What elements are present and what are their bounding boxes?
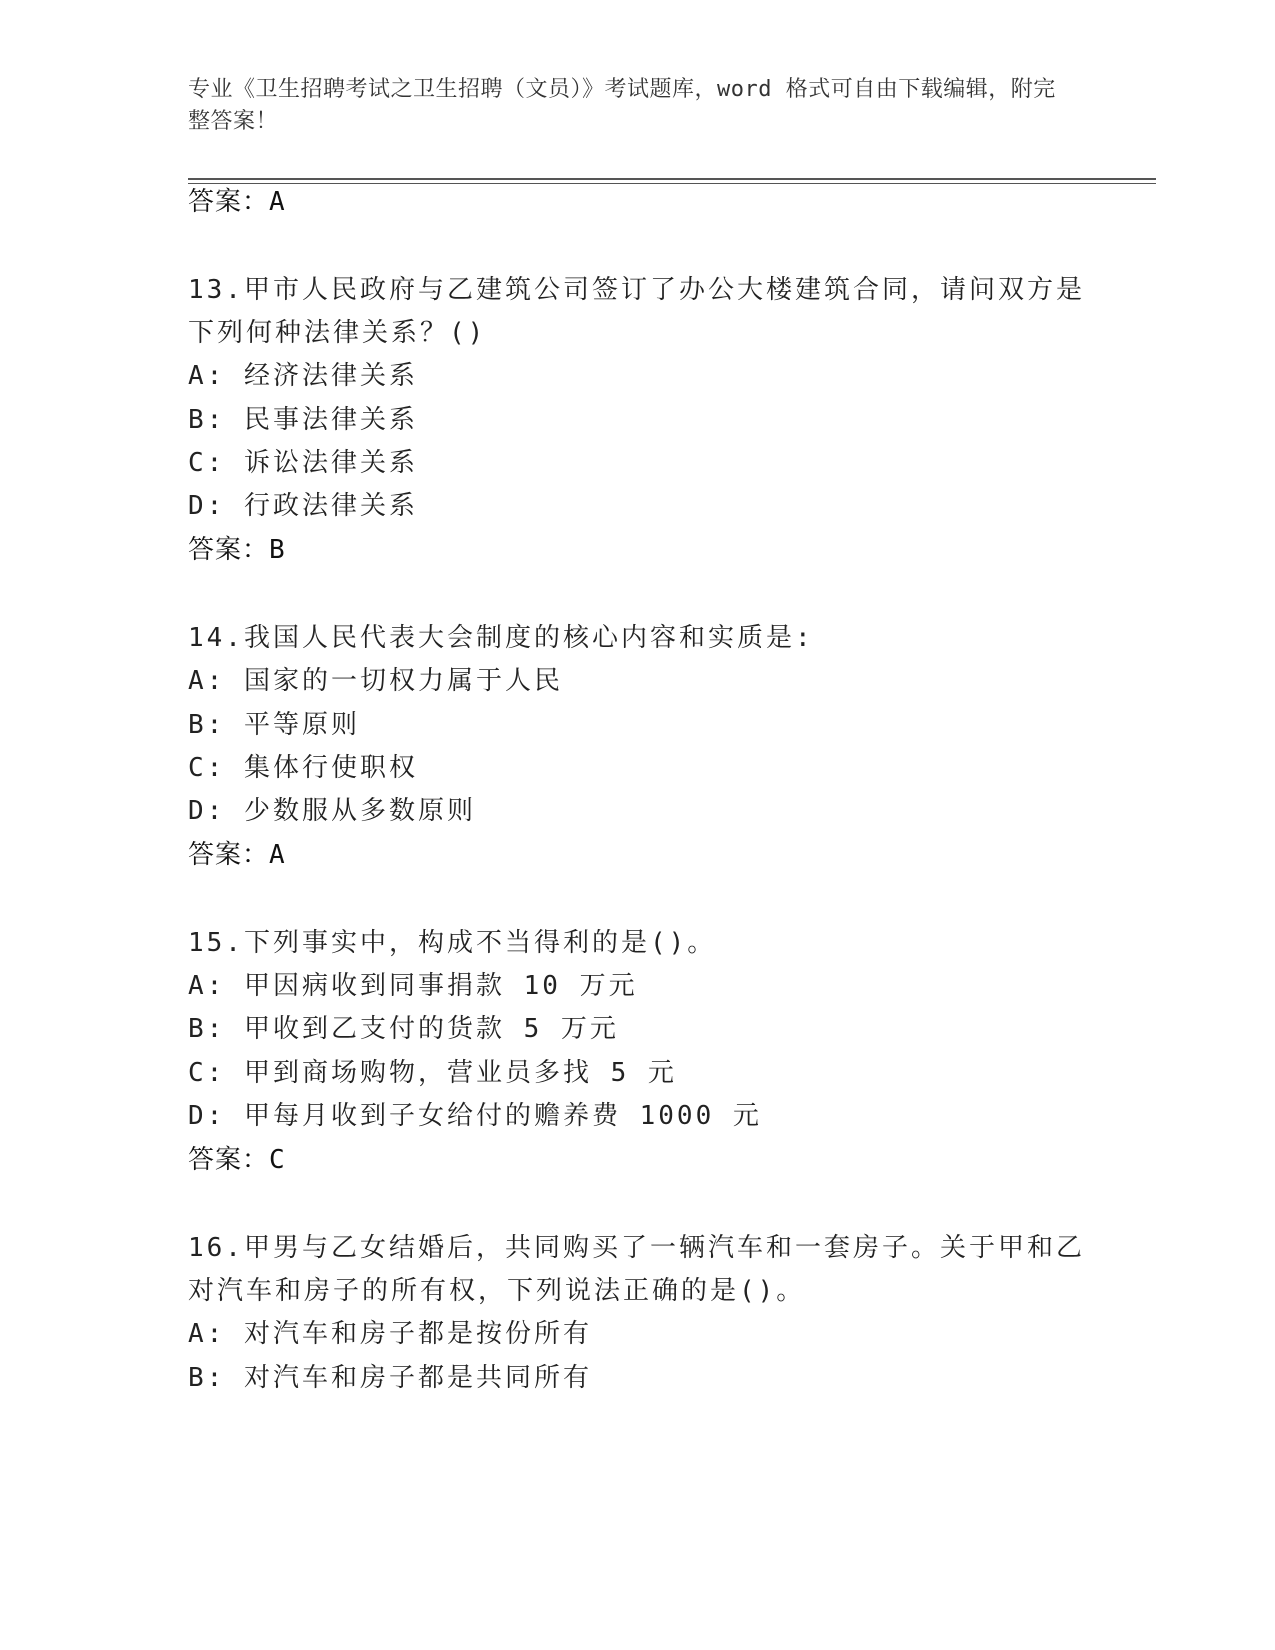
header-divider-top [188,178,1156,180]
question-16-stem-line-2: 对汽车和房子的所有权，下列说法正确的是()。 [188,1276,806,1306]
question-15-option-b: B: 甲收到乙支付的货款 5 万元 [188,1014,619,1044]
question-14-option-c: C: 集体行使职权 [188,753,418,783]
question-15-stem-line-1: 15.下列事实中，构成不当得利的是()。 [188,928,717,958]
answer-value: B [269,535,286,565]
answer-label: 答案： [188,535,270,565]
question-16-option-a: A: 对汽车和房子都是按份所有 [188,1319,592,1349]
answer-value: C [269,1145,286,1175]
question-14-option-d: D: 少数服从多数原则 [188,796,476,826]
question-13-option-a: A: 经济法律关系 [188,361,418,391]
answer-value: A [269,840,286,870]
question-15-option-d: D: 甲每月收到子女给付的赡养费 1000 元 [188,1101,762,1131]
question-15-option-c: C: 甲到商场购物，营业员多找 5 元 [188,1058,677,1088]
answer-label: 答案： [188,187,270,217]
question-13-option-d: D: 行政法律关系 [188,491,418,521]
question-14-stem-line-1: 14.我国人民代表大会制度的核心内容和实质是: [188,623,814,653]
question-13-stem-line-1: 13.甲市人民政府与乙建筑公司签订了办公大楼建筑合同，请问双方是 [188,275,1085,305]
answer-label: 答案： [188,840,270,870]
question-13-option-c: C: 诉讼法律关系 [188,448,418,478]
question-15-option-a: A: 甲因病收到同事捐款 10 万元 [188,971,638,1001]
question-14-option-b: B: 平等原则 [188,710,360,740]
question-15-answer [188,1142,286,1178]
question-13-stem-line-2: 下列何种法律关系？() [188,318,487,348]
header-divider-bottom [188,183,1156,184]
question-13-answer [188,532,286,568]
answer-line [188,184,286,220]
question-16-option-b: B: 对汽车和房子都是共同所有 [188,1363,592,1393]
question-13-option-b: B: 民事法律关系 [188,405,418,435]
question-16-stem-line-1: 16.甲男与乙女结婚后，共同购买了一辆汽车和一套房子。关于甲和乙 [188,1233,1085,1263]
answer-label: 答案： [188,1145,270,1175]
question-14-answer [188,837,286,873]
answer-value: A [269,187,286,217]
document-header: 专业《卫生招聘考试之卫生招聘（文员）》考试题库，word 格式可自由下载编辑，附完整答案！ [188,77,1056,134]
question-14-option-a: A: 国家的一切权力属于人民 [188,666,563,696]
